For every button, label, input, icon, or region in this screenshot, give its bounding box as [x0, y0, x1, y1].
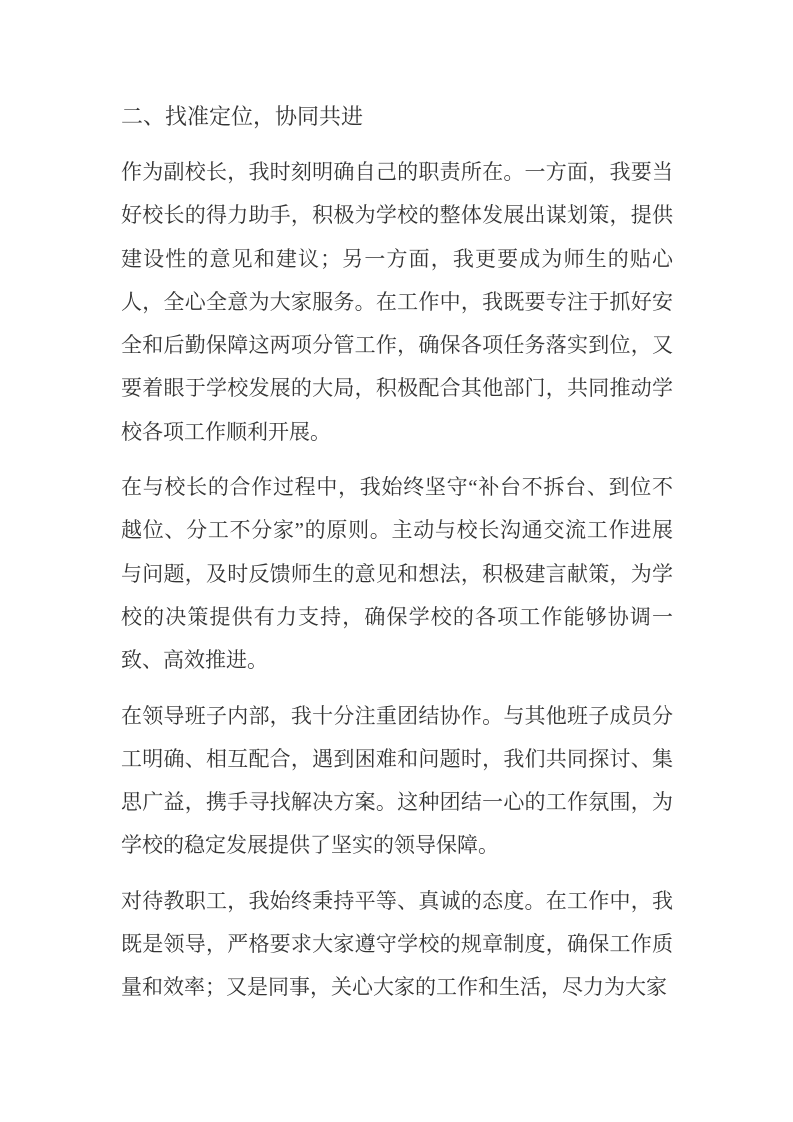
- section-heading: 二、找准定位，协同共进: [121, 104, 364, 129]
- paragraph-2: 在与校长的合作过程中，我始终坚守“补台不拆台、到位不越位、分工不分家”的原则。主动与校长沟通交流工作进展与问题，及时反馈师生的意见和想法，积极建言献策，为学校的决策提供有力支持，确保学校的各项工作能够协调一致、高效推进。: [121, 475, 673, 673]
- paragraph-3: 在领导班子内部，我十分注重团结协作。与其他班子成员分工明确、相互配合，遇到困难和问题时，我们共同探讨、集思广益，携手寻找解决方案。这种团结一心的工作氛围，为学校的稳定发展提供了坚实的领导保障。: [121, 703, 673, 858]
- paragraph-1: 作为副校长，我时刻明确自己的职责所在。一方面，我要当好校长的得力助手，积极为学校的整体发展出谋划策，提供建设性的意见和建议；另一方面，我更要成为师生的贴心人，全心全意为大家服务。在工作中，我既要专注于抓好安全和后勤保障这两项分管工作，确保各项任务落实到位，又要着眼于学校发展的大局，积极配合其他部门，共同推动学校各项工作顺利开展。: [121, 160, 673, 444]
- paragraph-4: 对待教职工，我始终秉持平等、真诚的态度。在工作中，我既是领导，严格要求大家遵守学校的规章制度，确保工作质量和效率；又是同事，关心大家的工作和生活，尽力为大家: [121, 888, 673, 1000]
